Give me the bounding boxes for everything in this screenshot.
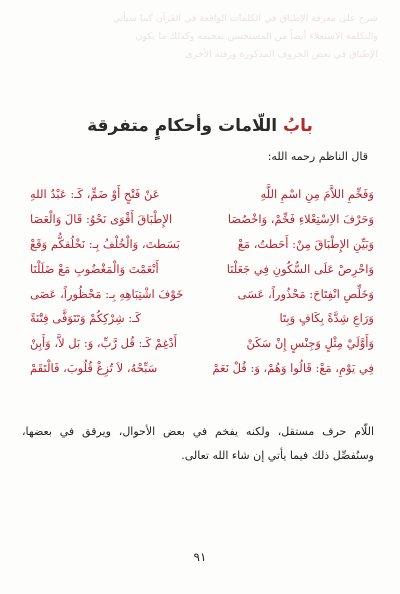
verse: [30, 281, 374, 306]
bleed-line: والتكلمة الاستعلاء أيضاً من المستحسن تفخيمه وكذلك ما يكون: [135, 31, 378, 42]
page-number: ٩١: [193, 550, 207, 564]
verse-second-hemistich: عَنْ فَتْحٍ أَوْ ضَمٍّ، كَـ: عَبْدُ اللهِ: [30, 187, 160, 202]
verse-first-hemistich: وَاحْرِصْ عَلَى السُّكُونِ فِي جَعَلْنَا: [226, 261, 374, 276]
verse-second-hemistich: أَدْغِمْ كَـ: قُل رَّبِّ، وَ: بَل لاَّ، وَأَبِنْ: [30, 336, 177, 351]
verse-second-hemistich: خَوْفَ اشْتِبَاهِهِ بِـ: مَحْظُوراً، عَصَى: [30, 286, 184, 301]
chapter-title-rest: اللّامات وأحكامٍ متفرقة: [87, 116, 284, 136]
verse-first-hemistich: وَرَاعِ شِدَّةً بِكَافٍ وَبِتَا: [279, 311, 374, 326]
chapter-title-lead-word: بابُ: [283, 116, 313, 136]
chapter-title: [0, 116, 400, 136]
bleed-line: الإطباق في بعض الحروف المذكورة ورقته الأخرى: [185, 49, 378, 60]
verse: [30, 182, 374, 207]
chapter-title-text: [87, 116, 313, 136]
verse-first-hemistich: وَأَوَّلَيْ مِثْلٍ وَجِنْسٍ إِنْ سَكَنْ: [246, 336, 374, 351]
verse: [30, 232, 374, 257]
verse-first-hemistich: وَبَيِّنِ الإِطْبَاقَ مِنْ: أَحَطتُ، مَعْ: [237, 236, 374, 251]
verse-first-hemistich: وَحَرْفَ الاِسْتِعْلاءِ فَخِّمْ، وَاخْصُصَا: [227, 212, 374, 227]
commentary-paragraph: اللّام حرف مستقل، ولكنه يفخم في بعض الأحوال، ويرقق في بعضها، وسنُفصِّل ذلك فيما يأتي إن شاء الله تعالى.: [22, 425, 374, 462]
verse-second-hemistich: بَسَطتَ، وَالْخُلْفُ بِـ: نَخْلُقكُّم وَقَعْ: [30, 236, 180, 251]
verse-second-hemistich: الإِطْبَاقَ أَقْوَى نَحْوُ: قَالَ وَالْعَصَا: [30, 212, 173, 227]
verse: [30, 256, 374, 281]
poem: [30, 182, 374, 380]
verse-second-hemistich: سَبِّحْهُ، لاَ تُزِغْ قُلُوبَ، فَالْتَقَمْ: [30, 360, 158, 375]
verse: [30, 356, 374, 381]
verse-first-hemistich: وَخَلِّصِ انْفِتَاحَ: مَحْذُوراً، عَسَى: [237, 286, 374, 301]
bleed-line: شرح على معرفة الإطباق في الكلمات الواقعة في القرآن كما سيأتي: [112, 13, 378, 24]
verse-second-hemistich: أَنْعَمْتَ وَالْمَغْضُوبِ مَعْ ضَلَلْنَا: [30, 261, 159, 276]
verse: [30, 207, 374, 232]
verse: [30, 331, 374, 356]
verse-first-hemistich: وَفَخِّمِ اللاَّمَ مِنِ اسْمِ اللَّهِ: [260, 187, 374, 202]
verse: [30, 306, 374, 331]
nazem-label: قال الناظم رحمه الله:: [267, 150, 368, 163]
bleed-through-text: [22, 10, 378, 64]
verse-first-hemistich: فِي يَوْمِ، مَعْ: قَالُوا وَهُمْ، وَ: قُلْ نَعَمْ: [212, 360, 374, 375]
verse-second-hemistich: كَـ: شِرْكِكُمْ وَتَتَوَفَّى فِتْنَةً: [30, 311, 141, 326]
